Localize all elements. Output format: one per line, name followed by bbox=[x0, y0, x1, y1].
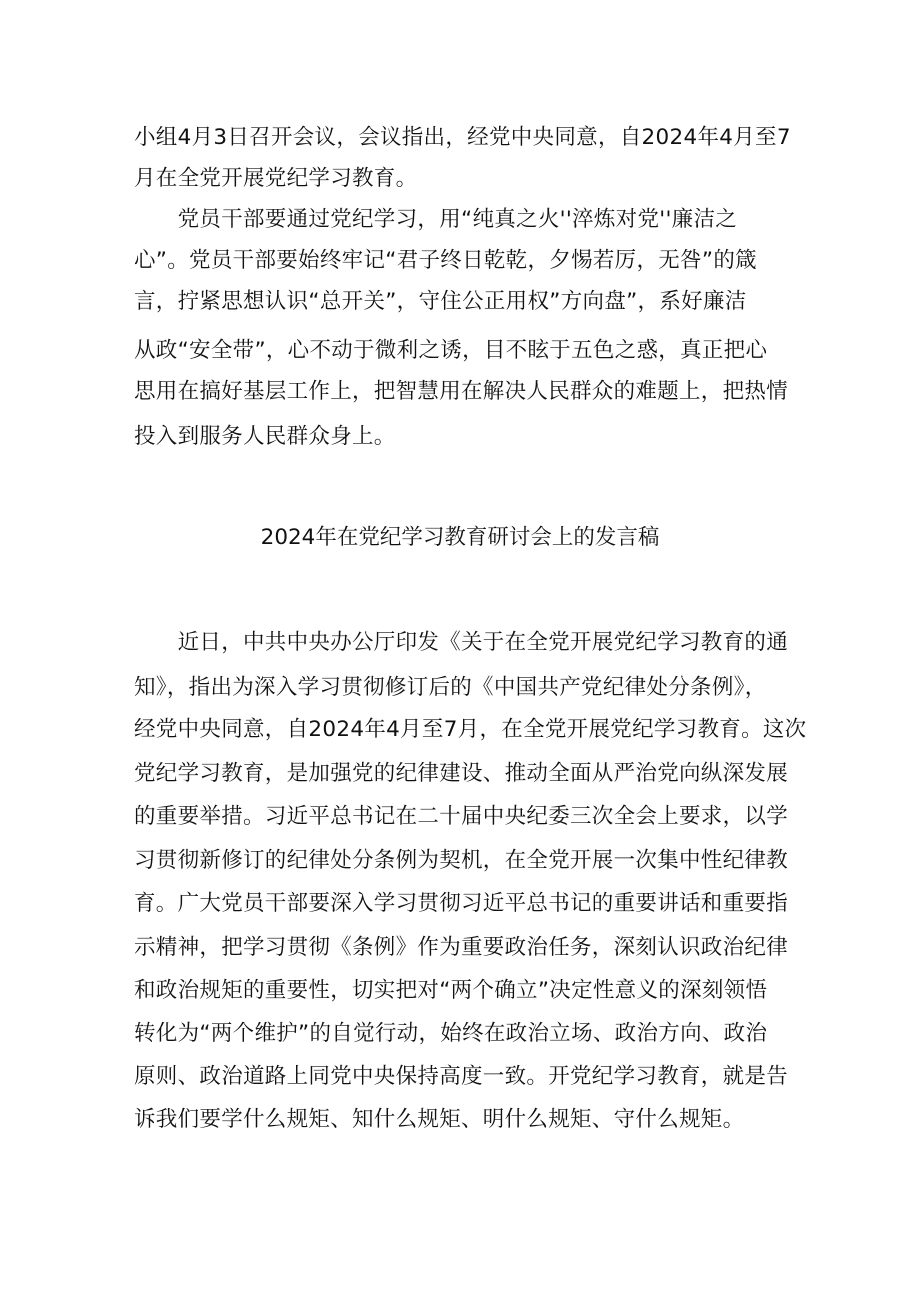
text-line: 从政“安全带”，心不动于微利之诱，目不眩于五色之惑，真正把心 bbox=[134, 338, 768, 363]
text-line: 近日，中共中央办公厅印发《关于在全党开展党纪学习教育的通 bbox=[134, 630, 789, 655]
text-line: 原则、政治道路上同党中央保持高度一致。开党纪学习教育，就是告 bbox=[134, 1064, 789, 1089]
text-line: 知》，指出为深入学习贯彻修订后的《中国共产党纪律处分条例》， bbox=[134, 675, 767, 700]
text-line: 月在全党开展党纪学习教育。 bbox=[134, 166, 418, 191]
text-line: 示精神，把学习贯彻《条例》作为重要政治任务，深刻认识政治纪律 bbox=[134, 935, 789, 960]
text-line: 思用在搞好基层工作上，把智慧用在解决人民群众的难题上，把热情 bbox=[134, 379, 789, 404]
text-line: 和政治规矩的重要性，切实把对“两个确立”决定性意义的深刻领悟 bbox=[134, 978, 768, 1003]
text-line: 心”。党员干部要始终牢记“君子终日乾乾，夕惕若厉，无咎”的箴 bbox=[134, 248, 757, 273]
text-line: 投入到服务人民群众身上。 bbox=[134, 424, 396, 449]
text-line: 转化为“两个维护”的自觉行动，始终在政治立场、政治方向、政治 bbox=[134, 1021, 768, 1046]
text-line: 育。广大党员干部要深入学习贯彻习近平总书记的重要讲话和重要指 bbox=[134, 891, 789, 916]
text-line: 习贯彻新修订的纪律处分条例为契机，在全党开展一次集中性纪律教 bbox=[134, 848, 789, 873]
text-line: 经党中央同意，自2024年4月至7月，在全党开展党纪学习教育。这次 bbox=[134, 717, 807, 742]
text-line: 诉我们要学什么规矩、知什么规矩、明什么规矩、守什么规矩。 bbox=[134, 1107, 745, 1132]
text-line: 小组4月3日召开会议，会议指出，经党中央同意，自2024年4月至7 bbox=[134, 125, 791, 150]
text-line: 的重要举措。习近平总书记在二十届中央纪委三次全会上要求，以学 bbox=[134, 804, 789, 829]
text-line: 言，拧紧思想认识“总开关”，守住公正用权”方向盘”，系好廉洁 bbox=[134, 289, 747, 314]
text-line: 党员干部要通过党纪学习，用“纯真之火''淬炼对党''廉洁之 bbox=[134, 207, 738, 232]
document-heading: 2024年在党纪学习教育研讨会上的发言稿 bbox=[260, 525, 660, 550]
text-line: 党纪学习教育，是加强党的纪律建设、推动全面从严治党向纵深发展 bbox=[134, 761, 789, 786]
